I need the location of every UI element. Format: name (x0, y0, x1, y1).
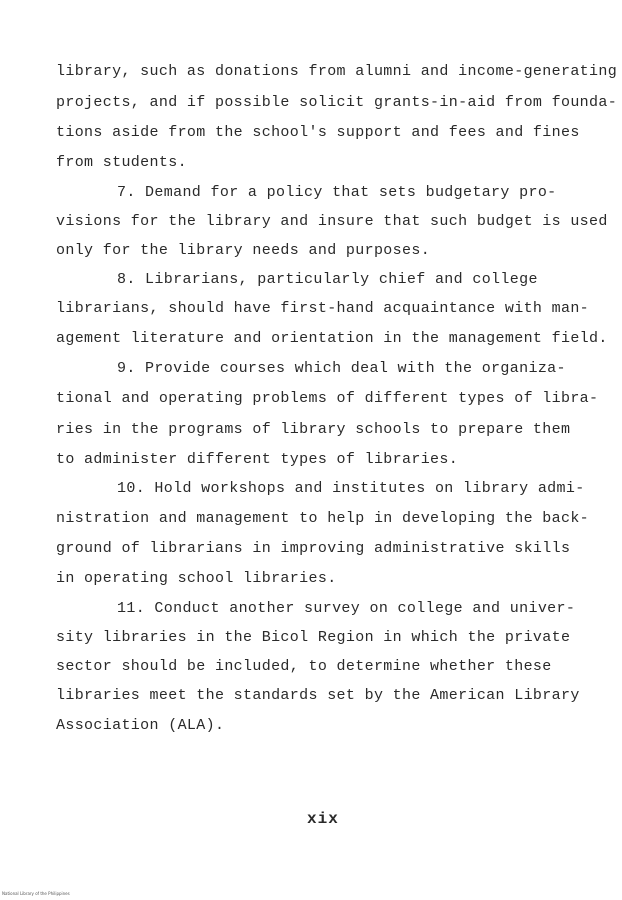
text-line: ries in the programs of library schools to prepare them (56, 421, 571, 438)
text-line: sector should be included, to determine whether these (56, 658, 552, 675)
recommendation-11: 11. Conduct another survey on college and univer- (117, 600, 576, 617)
text-line: ground of librarians in improving administrative skills (56, 540, 571, 557)
text-line: agement literature and orientation in the management field. (56, 330, 608, 347)
page-number: xix (307, 810, 339, 828)
text-line: tions aside from the school's support and fees and fines (56, 124, 580, 141)
recommendation-7: 7. Demand for a policy that sets budgetary pro- (117, 184, 557, 201)
text-line: nistration and management to help in developing the back- (56, 510, 590, 527)
text-line: Association (ALA). (56, 717, 225, 734)
text-line: tional and operating problems of different types of libra- (56, 390, 599, 407)
recommendation-10: 10. Hold workshops and institutes on library admi- (117, 480, 585, 497)
recommendation-8: 8. Librarians, particularly chief and college (117, 271, 538, 288)
text-line: to administer different types of libraries. (56, 451, 459, 468)
text-line: libraries meet the standards set by the American Library (56, 687, 580, 704)
text-line: librarians, should have first-hand acquaintance with man- (56, 300, 590, 317)
text-line: only for the library needs and purposes. (56, 242, 431, 259)
text-line: projects, and if possible solicit grants-in-aid from founda- (56, 94, 618, 111)
text-line: sity libraries in the Bicol Region in which the private (56, 629, 571, 646)
footer-note: National Library of the Philippines (2, 891, 70, 896)
text-line: visions for the library and insure that such budget is used (56, 213, 608, 230)
text-line: library, such as donations from alumni and income-generating (56, 63, 618, 80)
recommendation-9: 9. Provide courses which deal with the organiza- (117, 360, 566, 377)
text-line: in operating school libraries. (56, 570, 337, 587)
text-line: from students. (56, 154, 187, 171)
